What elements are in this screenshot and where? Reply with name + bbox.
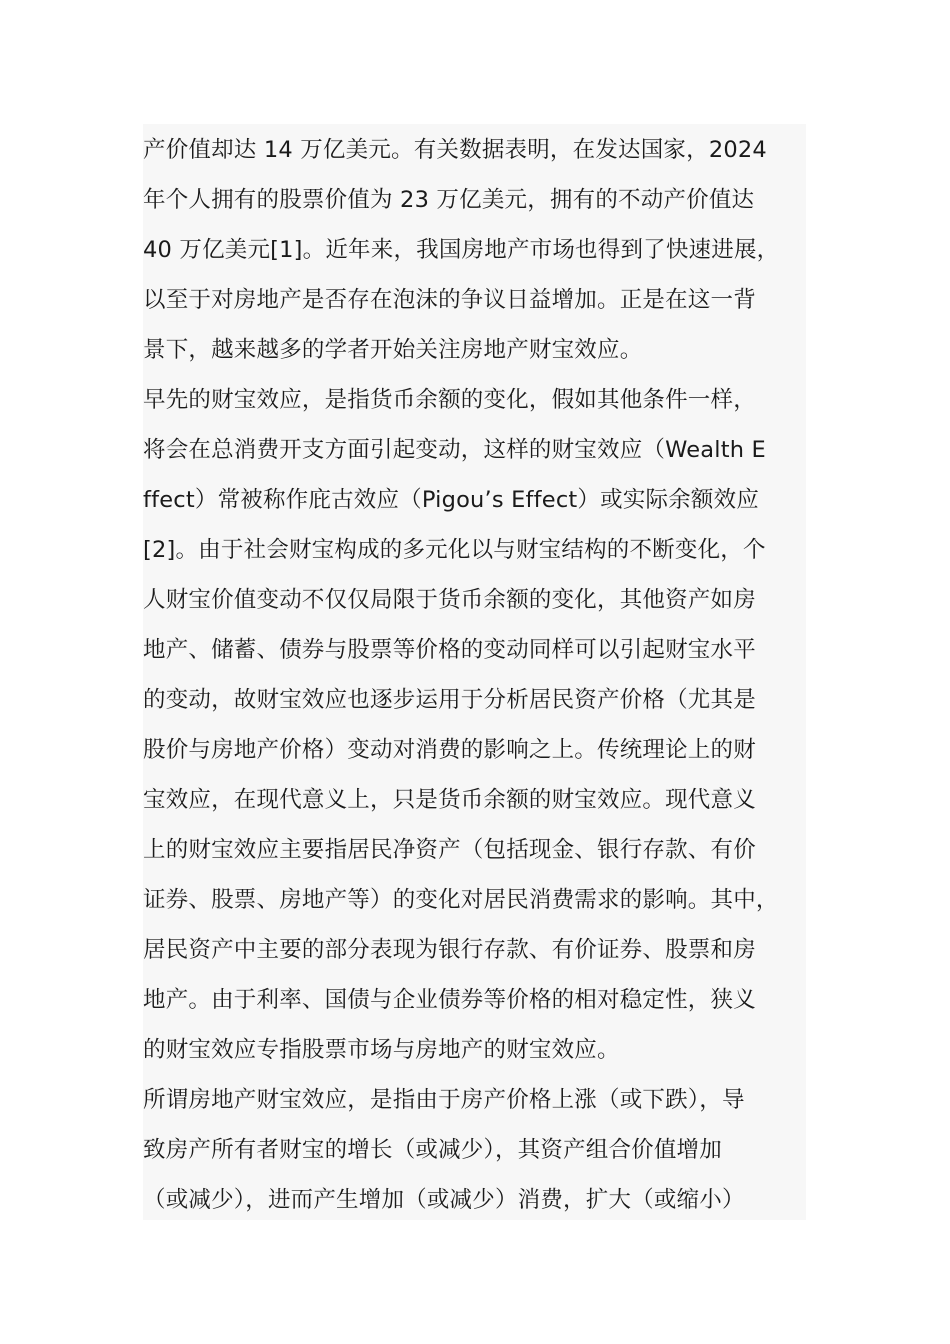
text-line: 宝效应，在现代意义上，只是货币余额的财宝效应。现代意义 [143, 787, 756, 813]
text-line: 40 万亿美元[1]。近年来，我国房地产市场也得到了快速进展， [143, 237, 780, 263]
text-line: 地产、储蓄、债券与股票等价格的变动同样可以引起财宝水平 [143, 637, 756, 663]
text-line: 人财宝价值变动不仅仅局限于货币余额的变化，其他资产如房 [143, 587, 756, 613]
text-line: 将会在总消费开支方面引起变动，这样的财宝效应（Wealth E [143, 437, 766, 463]
text-line: （或减少），进而产生增加（或减少）消费，扩大（或缩小） [143, 1187, 745, 1213]
text-line: 产价值却达 14 万亿美元。有关数据表明，在发达国家，2024 [143, 137, 767, 163]
text-line: 致房产所有者财宝的增长（或减少），其资产组合价值增加 [143, 1137, 722, 1163]
text-line: 早先的财宝效应，是指货币余额的变化，假如其他条件一样， [143, 387, 756, 413]
text-line: [2]。由于社会财宝构成的多元化以与财宝结构的不断变化，个 [143, 537, 766, 563]
text-line: 以至于对房地产是否存在泡沫的争议日益增加。正是在这一背 [143, 287, 756, 313]
text-line: 股价与房地产价格）变动对消费的影响之上。传统理论上的财 [143, 737, 756, 763]
text-line: 证券、股票、房地产等）的变化对居民消费需求的影响。其中， [143, 887, 779, 913]
text-line: 所谓房地产财宝效应，是指由于房产价格上涨（或下跌），导 [143, 1087, 745, 1113]
text-line: 年个人拥有的股票价值为 23 万亿美元，拥有的不动产价值达 [143, 187, 755, 213]
text-line: 的变动，故财宝效应也逐步运用于分析居民资产价格（尤其是 [143, 687, 756, 713]
document-body [143, 124, 806, 1220]
text-line: 上的财宝效应主要指居民净资产（包括现金、银行存款、有价 [143, 837, 756, 863]
text-line: 居民资产中主要的部分表现为银行存款、有价证券、股票和房 [143, 937, 756, 963]
text-line: 地产。由于利率、国债与企业债券等价格的相对稳定性，狭义 [143, 987, 756, 1013]
text-line: 景下，越来越多的学者开始关注房地产财宝效应。 [143, 337, 643, 363]
text-line: ffect）常被称作庇古效应（Pigou’s Effect）或实际余额效应 [143, 487, 760, 513]
text-line: 的财宝效应专指股票市场与房地产的财宝效应。 [143, 1037, 620, 1063]
